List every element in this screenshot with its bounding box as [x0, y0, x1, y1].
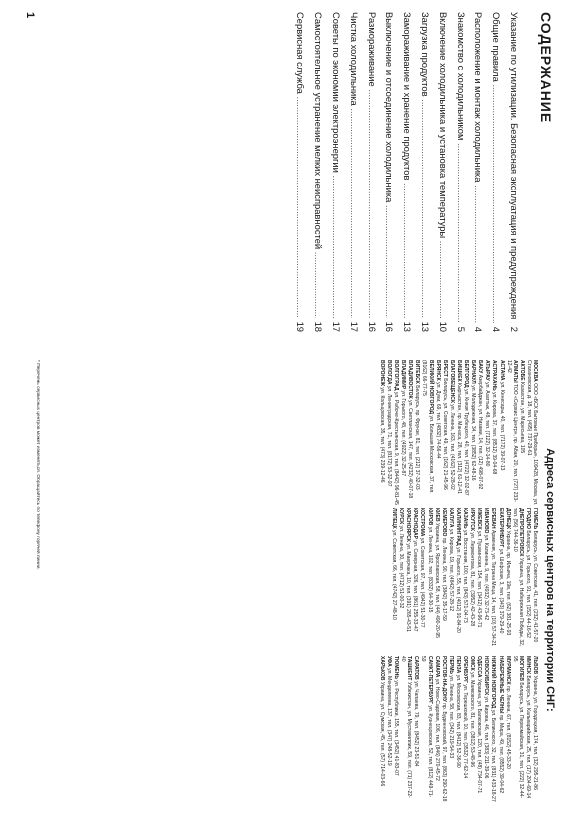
service-center-city: ИВАНОВО	[483, 508, 490, 534]
toc-entry-title: Чистка холодильника .....	[348, 12, 360, 318]
service-center-entry	[525, 656, 531, 802]
service-center-address: Украина, ул. Городоцкая, 174, тел. (32) 295-21-86	[532, 675, 538, 790]
service-center-entry	[469, 508, 475, 654]
service-centers-column-1	[58, 360, 538, 506]
service-center-address: ул. Ново-Садовая, 106, тел. (846) 270-45-72	[433, 678, 440, 781]
toc-entry-title: Самостоятельное устранение мелких неисправностей .....	[312, 12, 324, 318]
service-center-city: БИШКЕК	[455, 360, 462, 382]
service-center-address: ул. Менделеева, 137, тел. (347) 248-52-19	[386, 668, 393, 766]
table-of-contents	[20, 12, 560, 342]
service-centers-heading: Адреса сервисных центров на территории СНГ:	[544, 448, 556, 712]
service-center-address: ул. Ленина, 58, тел. (342) 219-54-33	[447, 675, 454, 759]
toc-entry[interactable]	[413, 12, 431, 332]
service-center-city: САНКТ-ПЕТЕРБУРГ	[426, 656, 433, 705]
service-center-entry	[455, 656, 461, 802]
service-center-address: ул. Ленина, 102, тел. (8332) 64-30-15	[426, 526, 433, 613]
service-center-city: НОВОСИБИРСК	[483, 656, 490, 696]
service-center-address: пр. Ленина, 90, тел. (3842) 35-17-59	[440, 537, 447, 621]
service-center-entry	[393, 656, 399, 802]
service-center-city: ВИТЕБСК	[414, 360, 421, 384]
service-centers-column-2	[58, 508, 538, 654]
toc-entry-page: 4	[491, 326, 503, 332]
service-center-entry	[420, 656, 432, 802]
service-center-entry	[526, 360, 538, 506]
toc-entry-title: Загрузка продуктов .....	[419, 12, 431, 318]
service-center-entry	[497, 508, 503, 654]
toc-entry[interactable]	[484, 12, 502, 332]
service-center-city: САРАТОВ	[413, 656, 420, 680]
service-center-address: ул. Большая Московская, 37, тел. (8162) 66-77-75	[421, 360, 434, 494]
service-center-address: ул. Советская, 97, тел. (4942) 51-30-77	[419, 537, 426, 628]
service-center-entry	[519, 360, 525, 506]
toc-entry-title: Выключение и отсоединение холодильника .....	[383, 12, 395, 318]
toc-entry[interactable]	[324, 12, 342, 332]
service-center-entry	[379, 360, 385, 506]
service-center-address: Украина, ул. Сумская, 45, тел. (57) 714-03-66	[378, 681, 385, 787]
service-center-entry	[448, 508, 454, 654]
service-center-city: АСТАНА	[498, 360, 505, 381]
service-center-city: ПЕНЗА	[454, 656, 461, 674]
service-center-entry	[483, 508, 489, 654]
service-center-entry	[476, 508, 482, 654]
service-center-address: Украина, пр. Ильича, 19в, тел. (62) 381-25-93	[504, 530, 511, 636]
service-center-entry	[470, 360, 476, 506]
toc-entry-page: 19	[295, 321, 307, 332]
service-center-entry	[505, 656, 511, 802]
service-center-entry	[414, 360, 420, 506]
service-center-city: КАЗАНЬ	[462, 508, 469, 529]
service-center-city: МИНСК	[524, 656, 531, 675]
toc-entry-page: 13	[402, 321, 414, 332]
service-center-city: ЕКАТЕРИНБУРГ	[497, 508, 504, 548]
service-center-address: Украина, ул. Ярославская, 58, тел. (44) 490-20-95	[433, 522, 440, 638]
toc-entry-title: Расположение и монтаж холодильника .....	[472, 12, 484, 323]
service-center-address: ул. Дуки, 69, тел. (4832) 74-56-44	[434, 382, 441, 459]
service-center-entry	[400, 360, 406, 506]
service-center-address: Украина, ул. Набережная Победы, 32, тел. (56) 744-36-10	[511, 508, 524, 647]
toc-heading: СОДЕРЖАНИЕ	[538, 12, 554, 124]
toc-entry-page: 13	[420, 321, 432, 332]
service-center-city: ВОЛГОГРАД	[393, 360, 400, 391]
service-center-address: Беларусь, ул. Советская, 41, тел. (232) 41-57-20	[532, 530, 538, 643]
service-center-address: ул. Московская, 83, тел. (8412) 52-36-90	[454, 674, 461, 768]
service-center-city: БРЯНСК	[434, 360, 441, 381]
service-center-entry	[532, 656, 538, 802]
service-center-entry	[525, 508, 531, 654]
service-center-entry	[421, 360, 433, 506]
toc-entry-title: Общие правила .....	[490, 12, 502, 323]
service-center-city: БАКУ	[477, 360, 484, 374]
service-center-address: ул. Ленинградская, 71, тел. (8172) 53-32-97	[386, 385, 393, 487]
service-center-city: КАЛИНИНГРАД	[454, 508, 461, 546]
service-center-entry	[386, 656, 392, 802]
service-center-entry	[490, 508, 496, 654]
service-centers-column-3	[58, 656, 538, 802]
service-center-entry	[400, 656, 412, 802]
service-center-city: ОРЕНБУРГ	[462, 656, 469, 683]
service-center-city: КРАСНОЯРСК	[405, 508, 412, 542]
service-center-address: ул. Лермонтова, 81, тел. (3952) 42-43-28	[469, 532, 476, 627]
service-center-address: ул. Шефская, 3, тел. (343) 379-29-40	[497, 548, 504, 634]
service-center-entry	[435, 360, 441, 506]
toc-entry-page: 10	[437, 321, 449, 332]
toc-entry[interactable]	[467, 12, 485, 332]
service-center-city: КАЛУГА	[447, 508, 454, 528]
service-center-entry	[448, 656, 454, 802]
toc-entry-title: Сервисная служба .....	[294, 12, 306, 318]
service-center-entry	[434, 656, 440, 802]
service-center-city: НАБЕРЕЖНЫЕ ЧЕЛНЫ	[497, 656, 504, 714]
service-center-address: Беларусь, ул. Советская, 49, тел. (162) 21-45-96	[441, 378, 448, 490]
service-center-city: ВОРОНЕЖ	[378, 360, 385, 386]
service-center-address: Беларусь, пр. Фрунзе, 81, тел. (212) 37-32-03	[414, 385, 421, 490]
toc-entry-page: 16	[384, 321, 396, 332]
service-center-address: ул. Чапаева, 79, тел. (8452) 23-51-84	[413, 681, 420, 767]
service-center-entry	[512, 656, 524, 802]
service-center-city: ГОМЕЛЬ	[532, 508, 538, 530]
service-center-address: ул. Светланская, 147, тел. (4232) 40-07-18	[407, 400, 414, 499]
toc-entry-page: 17	[331, 321, 343, 332]
service-center-address: ул. Пушкинская, 154, тел. (3412) 43-96-71	[476, 530, 483, 628]
service-center-city: ВЛАДИМИР	[400, 360, 407, 390]
service-center-address: Беларусь, ул. Кальварийская, 25, тел. (17) 204-69-14	[524, 675, 531, 799]
service-center-address: Беларусь, ул. Первомайская, 31, тел. (222) 32-44-95	[511, 656, 524, 799]
service-center-address: Беларусь, ул. Горького, 91, тел. (152) 44-16-52	[524, 530, 531, 638]
service-center-entry	[512, 508, 524, 654]
service-center-entry	[427, 508, 433, 654]
service-center-entry	[490, 656, 496, 802]
service-center-address: ул. Горького, 48, тел. (4922) 32-25-87	[400, 390, 407, 477]
service-center-entry	[379, 656, 385, 802]
service-center-entry	[393, 360, 399, 506]
service-center-city: ИРКУТСК	[469, 508, 476, 531]
service-center-city: ЛЬВОВ	[532, 656, 538, 675]
service-center-city: БЛАГОВЕЩЕНСК	[448, 360, 455, 403]
service-center-address: ул. Маяковского, 81, тел. (3812) 53-48-96	[469, 672, 476, 768]
service-center-entry	[407, 360, 413, 506]
service-center-city: ЛИПЕЦК	[391, 508, 398, 529]
service-center-city: АКТОБЕ	[518, 360, 525, 381]
toc-entry-title: Указание по утилизации. Безопасная эксплуатация и предупреждения .....	[508, 12, 520, 323]
service-center-address: ул. Восстания, 100, тел. (843) 571-04-73	[462, 530, 469, 623]
service-center-city: БЕЛГОРОД	[463, 360, 470, 388]
service-center-entry	[386, 360, 392, 506]
service-center-city: АСТРАХАНЬ	[491, 360, 498, 391]
service-center-address: пр. Буденновский, 97, тел. (863) 290-62-18	[440, 703, 447, 802]
service-center-entry	[398, 508, 404, 654]
service-center-entry	[506, 360, 518, 506]
service-center-address: пр. Мира, 49, тел. (8552) 39-04-62	[497, 714, 504, 794]
service-center-city: ОМСК	[469, 656, 476, 671]
service-center-entry	[476, 656, 482, 802]
service-center-entry	[497, 656, 503, 802]
service-center-entry	[441, 508, 447, 654]
service-center-address: ул. Кузнецовская, 52, тел. (812) 449-71-59	[420, 656, 433, 798]
service-center-city: КИРОВ	[426, 508, 433, 526]
service-center-entry	[469, 656, 475, 802]
toc-entry[interactable]	[378, 12, 396, 332]
service-center-address: ул. Ленина, 30, тел. (4712) 51-00-32	[398, 525, 405, 609]
service-center-address: ул. Северная, 326, тел. (861) 255-33-47	[412, 540, 419, 632]
service-center-entry	[434, 508, 440, 654]
service-center-entry	[405, 508, 411, 654]
service-center-city: КОСТРОМА	[419, 508, 426, 537]
toc-entry-title: Замораживание и хранение продуктов .....	[401, 12, 413, 318]
service-center-address: ООО «БСХ Бытовые Приборы», 109428, Москва, ул. Стахановская, д. 18, тел. (495) 737-29-61	[525, 360, 538, 506]
service-center-city: ВЛАДИВОСТОК	[407, 360, 414, 399]
manual-page	[20, 12, 560, 812]
service-center-address: пр. Ленина, 67, тел. (8152) 45-33-20	[504, 685, 511, 769]
service-center-address: ул. Кирова, 37, тел. (8512) 39-04-68	[491, 392, 498, 475]
service-center-address: ул. Рабоче-Крестьянская, 9, тел. (8442) 96-81-45	[393, 391, 400, 505]
page-number: 1	[24, 12, 36, 19]
toc-entry-page: 2	[509, 326, 520, 332]
service-center-city: ХАРЬКОВ	[378, 656, 385, 681]
service-center-entry	[505, 508, 511, 654]
service-center-city: ИЖЕВСК	[476, 508, 483, 530]
service-center-city: ВЕЛИКИЙ НОВГОРОД	[427, 360, 434, 415]
service-center-entry	[413, 656, 419, 802]
service-center-address: Украина, ул. Балковская, 120, тел. (48) 734-07-71	[476, 678, 483, 794]
service-center-city: ТАШКЕНТ	[406, 656, 413, 681]
service-center-city: АТЫРАУ	[484, 360, 491, 381]
service-centers-section	[20, 360, 560, 800]
service-center-city: МУРМАНСК	[504, 656, 511, 685]
service-center-entry	[412, 508, 418, 654]
service-center-entry	[463, 360, 469, 506]
service-center-city: ВОЛОГДА	[386, 360, 393, 385]
service-center-city: МОГИЛЕВ	[517, 656, 524, 681]
toc-entry-page: 16	[366, 321, 378, 332]
service-center-address: ул. Кольцовская, 35, тел. (473) 239-12-46	[378, 387, 385, 483]
service-center-city: ПЕРМЬ	[447, 656, 454, 674]
service-center-city: ТЮМЕНЬ	[393, 656, 400, 679]
footnote: * Перечень сервисных центров может изменяться. Обращайтесь по телефону горячей линии.	[35, 360, 40, 570]
service-center-city: КРАСНОДАР	[412, 508, 419, 539]
service-center-city: КИЕВ	[433, 508, 440, 522]
service-center-entry	[455, 508, 461, 654]
service-center-city: НИЖНИЙ НОВГОРОД	[490, 656, 497, 709]
service-center-entry	[491, 360, 497, 506]
service-center-entry	[484, 360, 490, 506]
service-center-address: Кыргызстан, пр. Манаса, 28, тел. (312) 61-12-41	[455, 383, 462, 494]
service-center-entry	[462, 508, 468, 654]
service-center-address: ул. Кирова, 46, тел. (383) 211-39-06	[483, 696, 490, 779]
toc-entry-title: Знакомство с холодильником .....	[455, 12, 467, 323]
service-center-address: ул. Ленина, 163, тел. (4162) 52-28-02	[448, 404, 455, 490]
service-center-address: ул. Калинина, 9, тел. (4932) 32-73-42	[483, 534, 490, 621]
service-center-address: ул. Горького, 55, тел. (4012) 91-84-20	[454, 547, 461, 633]
service-center-city: УФА	[386, 656, 393, 667]
service-center-address: Казахстан, ул. Маресьева, 105	[518, 381, 525, 454]
service-center-entry	[477, 360, 483, 506]
service-center-entry	[441, 656, 447, 802]
service-center-entry	[442, 360, 448, 506]
service-center-city: САМАРА	[433, 656, 440, 678]
service-center-address: ул. Белинского, 32, тел. (831) 433-18-27	[490, 709, 497, 802]
service-center-address: ул. Азаттык, 48, тел. (7122) 32-14-80	[484, 382, 491, 467]
service-center-city: ГРОДНО	[524, 508, 531, 529]
service-center-entry	[498, 360, 504, 506]
service-center-entry	[483, 656, 489, 802]
service-center-address: ул. Республики, 155, тел. (3452) 41-83-07	[393, 680, 400, 776]
service-center-address: Азербайджан, ул. Низами, 14, тел. (12) 498-07-92	[477, 374, 484, 490]
service-center-address: ул. Молодежная, 34, тел. (3852) 62-48-16	[470, 385, 477, 481]
service-center-entry	[462, 656, 468, 802]
toc-entry[interactable]	[342, 12, 360, 332]
toc-entry-page: 18	[313, 321, 325, 332]
toc-entry-page: 5	[455, 326, 467, 332]
toc-entry-title: Советы по экономии электроэнергии .....	[330, 12, 342, 318]
toc-entry[interactable]	[360, 12, 378, 332]
service-center-city: БАРНАУЛ	[470, 360, 477, 384]
toc-entry-page: 4	[473, 326, 485, 332]
toc-entry-title: Включение холодильника и установка температуры .....	[437, 12, 449, 318]
service-center-address: ул. Кирова, 19, тел. (4842) 57-28-12	[447, 528, 454, 612]
toc-entry[interactable]	[449, 12, 467, 332]
toc-entry[interactable]	[431, 12, 449, 332]
service-center-entry	[456, 360, 462, 506]
toc-list	[289, 12, 520, 332]
service-center-entry	[449, 360, 455, 506]
service-center-address: ул. Князя Трубецкого, 40, тел. (4722) 32-02-87	[463, 389, 470, 496]
service-center-city: БРЕСТ	[441, 360, 448, 377]
service-center-address: ул. Маерчака, 10, тел. (391) 265-43-51	[405, 543, 412, 632]
service-center-address: ТОО «Сервис Центр», пр. Абая, 20, тел. (727) 233-12-42	[505, 360, 518, 502]
toc-entry[interactable]	[289, 12, 307, 332]
service-center-city: ДОНЕЦК	[504, 508, 511, 530]
toc-entry[interactable]	[395, 12, 413, 332]
toc-entry[interactable]	[306, 12, 324, 332]
toc-entry-title: Размораживание .....	[366, 12, 378, 318]
service-center-entry	[532, 508, 538, 654]
toc-entry[interactable]	[502, 12, 520, 332]
toc-entry-page: 17	[348, 321, 360, 332]
service-center-city: МОСКВА	[532, 360, 538, 382]
service-center-entry	[391, 508, 397, 654]
service-center-city: АЛМАТЫ	[511, 360, 518, 383]
service-center-address: ул. Кенесары, 40, тел. (7172) 39-07-13	[498, 381, 505, 471]
service-center-city: ОДЕССА	[476, 656, 483, 678]
service-center-city: РОСТОВ-НА-ДОНУ	[440, 656, 447, 702]
service-center-address: ул. Советская, 66, тел. (4742) 27-48-10	[391, 530, 398, 620]
service-center-city: ДНЕПРОПЕТРОВСК	[517, 508, 524, 557]
service-center-entry	[419, 508, 425, 654]
service-center-city: КУРСК	[398, 508, 405, 525]
service-center-address: ул. Терешковой, 10, тел. (3532) 77-62-14	[462, 684, 469, 779]
service-center-address: Армения, ул. Тиграна Меца, 14, тел. (10) 57-34-21	[490, 529, 497, 646]
service-center-city: ЕРЕВАН	[490, 508, 497, 529]
service-center-address: Узбекистан, ул. Мустакиллик, 59, тел. (71) 237-22-40	[400, 656, 413, 798]
service-center-city: КЕМЕРОВО	[440, 508, 447, 537]
